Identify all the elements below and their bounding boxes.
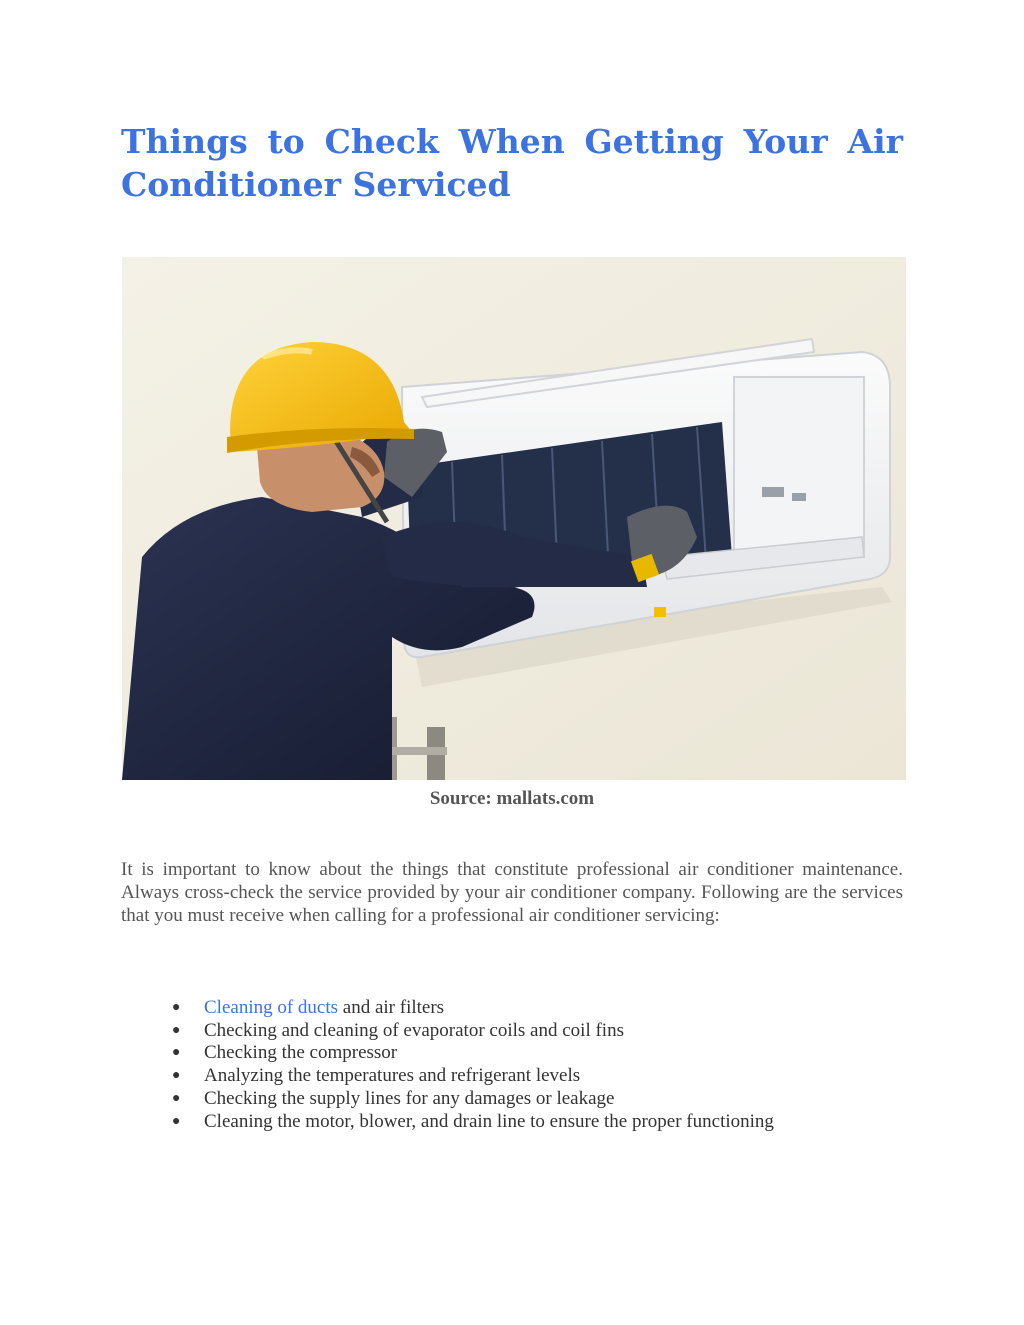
list-item-text: Checking the compressor: [204, 1042, 398, 1064]
list-item-text: Cleaning the motor, blower, and drain line to ensure the proper functioning: [204, 1110, 774, 1132]
bullet-icon: ●: [172, 1113, 181, 1129]
list-item: [168, 1065, 908, 1088]
list-item-text: Checking and cleaning of evaporator coils and coil fins: [204, 1019, 624, 1041]
list-item: [168, 997, 908, 1020]
list-item-text: Analyzing the temperatures and refrigerant levels: [204, 1065, 581, 1087]
list-item: [168, 1088, 908, 1111]
list-item: [168, 1020, 908, 1043]
cleaning-of-ducts-link[interactable]: Cleaning of ducts: [204, 997, 339, 1018]
image-caption: Source: mallats.com: [429, 788, 595, 809]
bullet-icon: ●: [172, 1022, 181, 1038]
bullet-icon: ●: [172, 1045, 181, 1061]
list-item: [168, 1042, 908, 1065]
bullet-icon: ●: [172, 1068, 181, 1084]
intro-paragraph: It is important to know about the things that constitute professional air conditioner maintenance. Always cross-check the service provided by your air conditioner company. Following are the services that you must receive when calling for a professional air conditioner servicing:: [121, 859, 903, 926]
list-item-text: Checking the supply lines for any damages or leakage: [204, 1087, 615, 1109]
bullet-icon: ●: [172, 1090, 181, 1106]
page-title: Things to Check When Getting Your Air Conditioner Serviced: [121, 122, 903, 204]
list-item: [168, 1111, 908, 1134]
list-item-text: and air filters: [338, 997, 445, 1018]
technician-servicing-ac-photo: [122, 257, 906, 780]
service-list: [168, 997, 908, 1133]
bullet-icon: ●: [172, 1000, 181, 1015]
